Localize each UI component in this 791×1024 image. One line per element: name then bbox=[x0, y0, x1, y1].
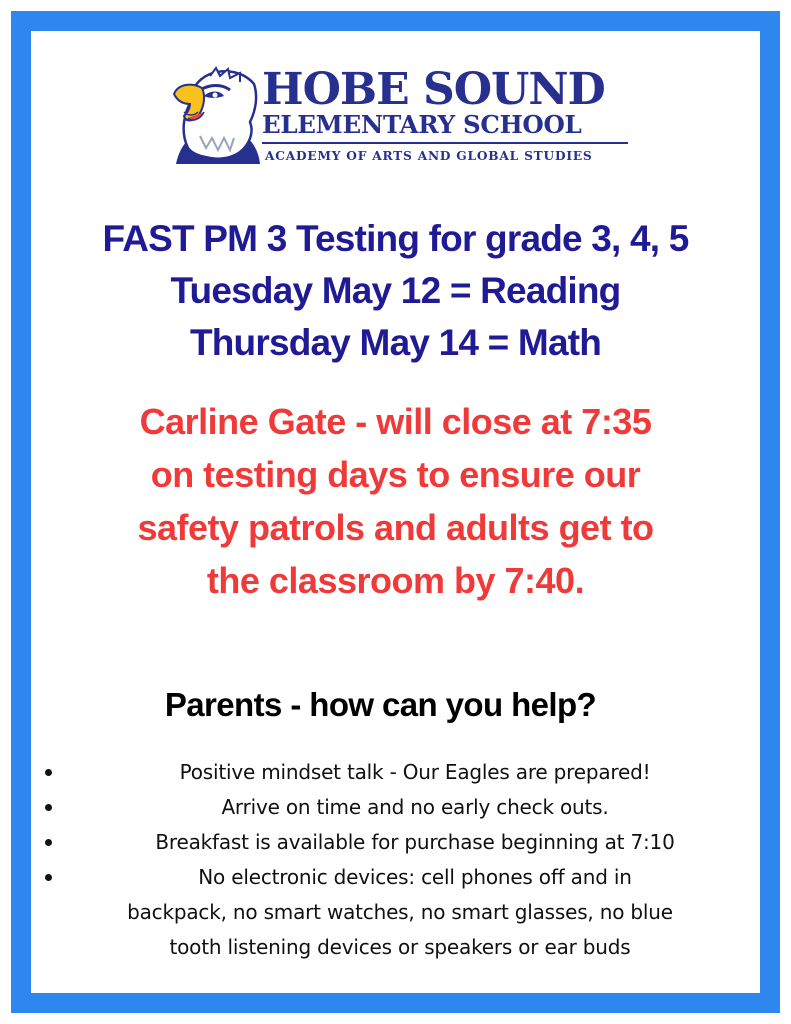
testing-line-math: Thursday May 14 = Math bbox=[189, 322, 602, 363]
carline-line: Carline Gate - will close at 7:35 bbox=[139, 401, 652, 442]
carline-notice bbox=[0, 395, 791, 607]
list-item bbox=[40, 790, 760, 825]
tip-text: Breakfast is available for purchase beginning at 7:10 bbox=[155, 830, 675, 854]
testing-line-grades: FAST PM 3 Testing for grade 3, 4, 5 bbox=[102, 218, 689, 259]
school-name: HOBE SOUND bbox=[262, 64, 605, 115]
bullet-icon bbox=[45, 839, 52, 846]
tip-text: Arrive on time and no early check outs. bbox=[221, 795, 609, 819]
tip-text: backpack, no smart watches, no smart glasses, no blue bbox=[127, 900, 673, 924]
tips-list bbox=[40, 755, 760, 965]
carline-line: on testing days to ensure our bbox=[150, 454, 641, 495]
tip-text: tooth listening devices or speakers or ear buds bbox=[169, 935, 631, 959]
eagle-mascot-icon bbox=[170, 66, 262, 166]
bullet-icon bbox=[45, 769, 52, 776]
testing-schedule bbox=[0, 213, 791, 369]
school-subname: ELEMENTARY SCHOOL bbox=[262, 110, 582, 139]
list-item bbox=[40, 755, 760, 790]
school-tagline: ACADEMY OF ARTS AND GLOBAL STUDIES bbox=[265, 149, 593, 163]
tip-text: No electronic devices: cell phones off and in bbox=[198, 865, 632, 889]
list-item bbox=[40, 860, 760, 965]
carline-line: the classroom by 7:40. bbox=[206, 560, 585, 601]
testing-line-reading: Tuesday May 12 = Reading bbox=[170, 270, 621, 311]
tip-text: Positive mindset talk - Our Eagles are prepared! bbox=[179, 760, 651, 784]
school-logo bbox=[170, 66, 630, 166]
carline-line: safety patrols and adults get to bbox=[137, 507, 654, 548]
bullet-icon bbox=[45, 804, 52, 811]
list-item bbox=[40, 825, 760, 860]
bullet-icon bbox=[45, 874, 52, 881]
help-heading: Parents - how can you help? bbox=[164, 686, 597, 723]
logo-divider bbox=[262, 142, 628, 144]
